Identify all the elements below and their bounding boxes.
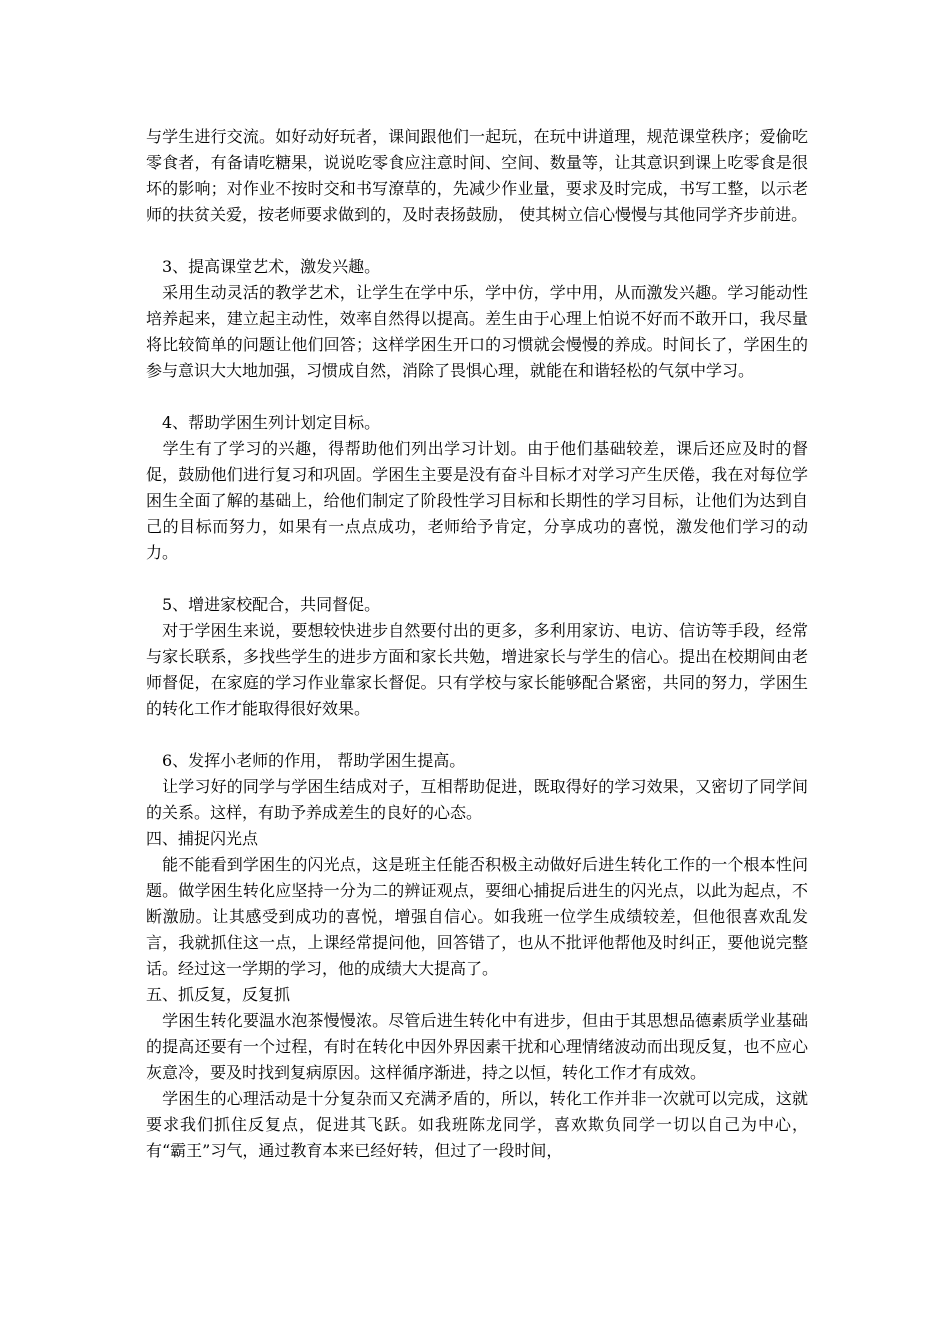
heading-5: 5、增进家校配合，共同督促。 <box>146 595 381 614</box>
paragraph-gap <box>146 384 808 410</box>
section-heading-4: 四、捕捉闪光点 <box>146 829 259 848</box>
paragraph-6: 让学习好的同学与学困生结成对子，互相帮助促进，既取得好的学习效果，又密切了同学间的关系。这样，有助予养成差生的良好的心态。 <box>146 777 808 822</box>
paragraph-5: 对于学困生来说，要想较快进步自然要付出的更多，多利用家访、电访、信访等手段，经常与家长联系，多找些学生的进步方面和家长共勉，增进家长与学生的信心。提出在校期间由老师督促，在家庭的学习作业靠家长督促。只有学校与家长能够配合紧密，共同的努力，学困生的转化工作才能取得很好效果。 <box>146 621 808 718</box>
section-4-paragraph: 能不能看到学困生的闪光点，这是班主任能否积极主动做好后进生转化工作的一个根本性问题。做学困生转化应坚持一分为二的辨证观点，要细心捕捉后进生的闪光点，以此为起点，不断激励。让其感受到成功的喜悦，增强自信心。如我班一位学生成绩较差，但他很喜欢乱发言，我就抓住这一点，上课经常提问他，回答错了，也从不批评他帮他及时纠正，要他说完整话。经过这一学期的学习，他的成绩大大提高了。 <box>146 855 808 978</box>
heading-4: 4、帮助学困生列计划定目标。 <box>146 413 381 432</box>
paragraph-3: 采用生动灵活的教学艺术，让学生在学中乐，学中仿，学中用，从而激发兴趣。学习能动性培养起来，建立起主动性，效率自然得以提高。差生由于心理上怕说不好而不敢开口，我尽量将比较简单的问题让他们回答；这样学困生开口的习惯就会慢慢的养成。时间长了，学困生的参与意识大大地加强，习惯成自然，消除了畏惧心理，就能在和谐轻松的气氛中学习。 <box>146 283 808 380</box>
paragraph-gap <box>146 722 808 748</box>
section-heading-5: 五、抓反复，反复抓 <box>146 985 291 1004</box>
paragraph-intro: 与学生进行交流。如好动好玩者，课间跟他们一起玩，在玩中讲道理，规范课堂秩序；爱偷吃零食者，有备请吃糖果，说说吃零食应注意时间、空间、数量等，让其意识到课上吃零食是很坏的影响；对作业不按时交和书写潦草的，先减少作业量，要求及时完成，书写工整，以示老师的扶贫关爱，按老师要求做到的，及时表扬鼓励， 使其树立信心慢慢与其他同学齐步前进。 <box>146 127 808 224</box>
section-5-paragraph-2: 学困生的心理活动是十分复杂而又充满矛盾的，所以，转化工作并非一次就可以完成，这就要求我们抓住反复点，促进其飞跃。如我班陈龙同学，喜欢欺负同学一切以自己为中心，有“霸王”习气，通过教育本来已经好转，但过了一段时间， <box>146 1089 808 1160</box>
heading-3: 3、提高课堂艺术，激发兴趣。 <box>146 257 381 276</box>
paragraph-gap <box>146 566 808 592</box>
heading-6: 6、发挥小老师的作用， 帮助学困生提高。 <box>146 751 466 770</box>
section-5-paragraph-1: 学困生转化要温水泡茶慢慢浓。尽管后进生转化中有进步，但由于其思想品德素质学业基础的提高还要有一个过程，有时在转化中因外界因素干扰和心理情绪波动而出现反复，也不应心灰意冷，要及时找到复病原因。这样循序渐进，持之以恒，转化工作才有成效。 <box>146 1011 808 1082</box>
paragraph-gap <box>146 228 808 254</box>
paragraph-4: 学生有了学习的兴趣，得帮助他们列出学习计划。由于他们基础较差，课后还应及时的督促，鼓励他们进行复习和巩固。学困生主要是没有奋斗目标才对学习产生厌倦，我在对每位学困生全面了解的基础上，给他们制定了阶段性学习目标和长期性的学习目标，让他们为达到自己的目标而努力，如果有一点点成功，老师给予肯定，分享成功的喜悦，激发他们学习的动力。 <box>146 439 808 562</box>
document-page <box>146 124 808 1164</box>
